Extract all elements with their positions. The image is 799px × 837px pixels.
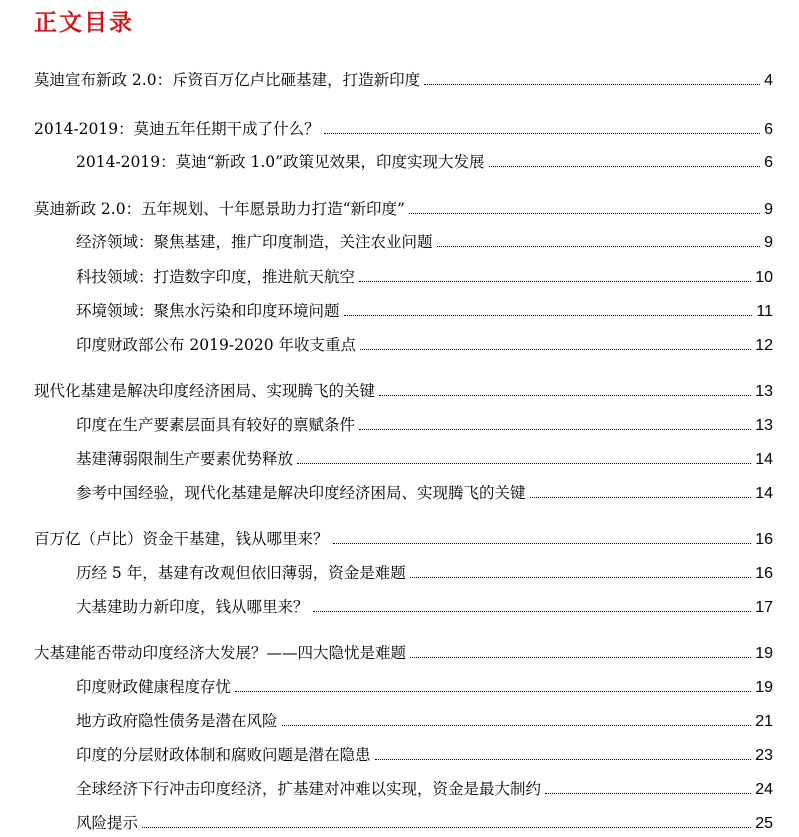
toc-entry-text: 环境领域：聚焦水污染和印度环境问题 [76, 302, 340, 320]
toc-entry-text: 基建薄弱限制生产要素优势释放 [76, 450, 294, 468]
toc-leader-dots [324, 133, 760, 134]
toc-leader-dots [359, 281, 751, 282]
toc-leader-dots [410, 657, 751, 658]
toc-page-number: 19 [755, 679, 773, 696]
toc-page-number: 17 [755, 599, 773, 616]
toc-leader-dots [424, 84, 760, 85]
toc-leader-dots [375, 759, 752, 760]
toc-entry-text: 地方政府隐性债务是潜在风险 [76, 712, 278, 730]
toc-page-number: 6 [764, 154, 773, 171]
toc-entry-19[interactable] [76, 743, 773, 765]
toc-entry-8[interactable] [76, 333, 773, 355]
toc-entry-text: 印度财政部公布 2019-2020 年收支重点 [76, 336, 356, 354]
toc-entry-13[interactable] [34, 527, 773, 549]
toc-entry-5[interactable] [76, 230, 773, 252]
toc-entry-text: 经济领域：聚焦基建，推广印度制造，关注农业问题 [76, 233, 433, 251]
toc-entry-14[interactable] [76, 561, 773, 583]
toc-entry-1[interactable] [34, 68, 773, 90]
toc-leader-dots [333, 543, 752, 544]
toc-entry-6[interactable] [76, 265, 773, 287]
toc-page-number: 24 [755, 781, 773, 798]
toc-page-number: 9 [764, 201, 773, 218]
toc-leader-dots [142, 827, 751, 828]
toc-leader-dots [379, 395, 751, 396]
toc-entry-text: 全球经济下行冲击印度经济，扩基建对冲难以实现，资金是最大制约 [76, 780, 542, 798]
toc-entry-17[interactable] [76, 675, 773, 697]
toc-leader-dots [297, 463, 751, 464]
toc-leader-dots [235, 691, 751, 692]
toc-leader-dots [530, 497, 752, 498]
toc-page-number: 16 [755, 565, 773, 582]
toc-entry-10[interactable] [76, 413, 773, 435]
toc-entry-16[interactable] [34, 641, 773, 663]
toc-page-number: 21 [755, 713, 773, 730]
toc-leader-dots [489, 166, 761, 167]
toc-entry-text: 现代化基建是解决印度经济困局、实现腾飞的关键 [34, 382, 376, 400]
toc-leader-dots [437, 246, 761, 247]
toc-leader-dots [282, 725, 752, 726]
toc-entry-text: 莫迪新政 2.0：五年规划、十年愿景助力打造“新印度” [34, 200, 405, 218]
toc-entry-text: 2014-2019：莫迪“新政 1.0”政策见效果，印度实现大发展 [76, 153, 485, 171]
toc-page-number: 9 [764, 234, 773, 251]
toc-entry-21[interactable] [76, 811, 773, 833]
toc-page-number: 4 [764, 72, 773, 89]
toc-entry-text: 参考中国经验，现代化基建是解决印度经济困局、实现腾飞的关键 [76, 484, 526, 502]
toc-entry-3[interactable] [76, 150, 773, 172]
toc-entry-text: 印度在生产要素层面具有较好的禀赋条件 [76, 416, 356, 434]
toc-entry-text: 科技领域：打造数字印度，推进航天航空 [76, 268, 356, 286]
toc-entry-12[interactable] [76, 481, 773, 503]
toc-leader-dots [410, 577, 751, 578]
toc-entry-2[interactable] [34, 117, 773, 139]
toc-entry-9[interactable] [34, 379, 773, 401]
toc-entry-20[interactable] [76, 777, 773, 799]
toc-entry-18[interactable] [76, 709, 773, 731]
toc-entry-7[interactable] [76, 299, 773, 321]
toc-entry-text: 百万亿（卢比）资金干基建，钱从哪里来？ [34, 530, 329, 548]
toc-leader-dots [359, 429, 751, 430]
toc-page-number: 13 [755, 417, 773, 434]
toc-page-number: 19 [755, 645, 773, 662]
toc-page-number: 25 [755, 815, 773, 832]
toc-entry-15[interactable] [76, 595, 773, 617]
toc-page-number: 23 [755, 747, 773, 764]
toc-leader-dots [409, 213, 760, 214]
toc-page-number: 13 [755, 383, 773, 400]
toc-page-number: 11 [756, 303, 773, 320]
toc-page-number: 12 [755, 337, 773, 354]
toc-entry-text: 印度的分层财政体制和腐败问题是潜在隐患 [76, 746, 371, 764]
toc-page-number: 16 [755, 531, 773, 548]
toc-page-number: 6 [764, 121, 773, 138]
toc-entry-11[interactable] [76, 447, 773, 469]
toc-title: 正文目录 [34, 10, 134, 36]
toc-entry-text: 大基建能否带动印度经济大发展？——四大隐忧是难题 [34, 644, 407, 662]
toc-entry-4[interactable] [34, 197, 773, 219]
toc-entry-text: 风险提示 [76, 814, 139, 832]
toc-entry-text: 莫迪宣布新政 2.0：斥资百万亿卢比砸基建，打造新印度 [34, 71, 421, 89]
toc-leader-dots [344, 315, 753, 316]
toc-entry-text: 历经 5 年，基建有改观但依旧薄弱，资金是难题 [76, 564, 406, 582]
toc-entry-text: 大基建助力新印度，钱从哪里来？ [76, 598, 309, 616]
toc-entry-text: 印度财政健康程度存忧 [76, 678, 232, 696]
toc-page-number: 14 [755, 451, 773, 468]
toc-entry-text: 2014-2019：莫迪五年任期干成了什么？ [34, 120, 320, 138]
toc-leader-dots [313, 611, 752, 612]
toc-page-number: 10 [755, 269, 773, 286]
toc-leader-dots [545, 793, 751, 794]
toc-page-number: 14 [755, 485, 773, 502]
toc-leader-dots [360, 349, 751, 350]
